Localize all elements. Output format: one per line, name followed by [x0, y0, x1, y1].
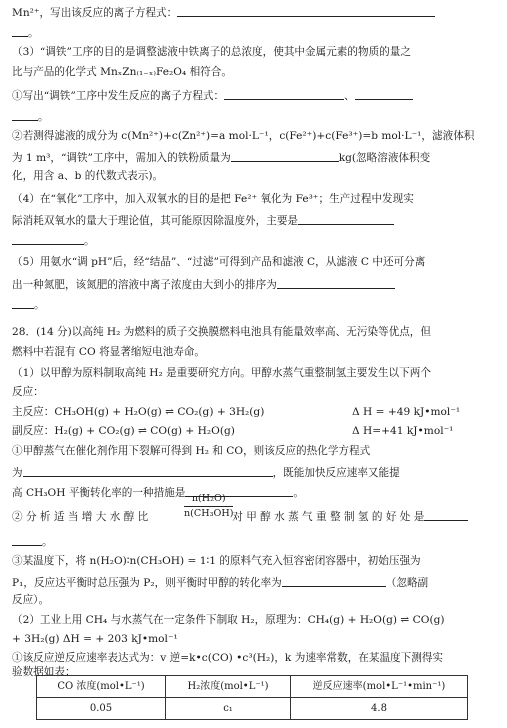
table-cell: 4.8	[291, 698, 468, 720]
q28-text: 28．(14 分)以高纯 H₂ 为燃料的质子交换膜燃料电池具有能量效率高、无污染等优点，但	[12, 326, 431, 338]
q28-line-9	[12, 486, 304, 499]
q28-line-15	[12, 615, 445, 626]
q28-text: 对 甲 醇 水 蒸 气 重 整 制 氢 的 好 处 是	[232, 511, 425, 523]
q27-line-13	[12, 257, 425, 268]
q27-text: 。	[84, 235, 95, 247]
q28-line-11	[12, 535, 53, 548]
q27-line-10	[12, 194, 414, 205]
table-cell: 0.05	[37, 698, 166, 720]
q28-text: 高 CH₃OH 平衡转化率的一种措施是	[12, 487, 186, 499]
q27-line-5	[12, 89, 413, 102]
q28-text: Δ H=+41 kJ•mol⁻¹	[352, 425, 454, 437]
answer-blank	[424, 510, 468, 521]
q28-text: ③某温度下，将 n(H₂O)∶n(CH₃OH) = 1∶1 的原料气充入恒容密闭容器中，初始压强为	[12, 555, 421, 567]
experiment-data-table	[36, 675, 468, 720]
table-row	[37, 698, 468, 720]
q28-text: 主反应：CH₃OH(g) + H₂O(g) ⇌ CO₂(g) + 3H₂(g)	[12, 406, 265, 418]
answer-blank	[23, 466, 273, 477]
q28-line-16	[12, 634, 178, 645]
q28-text: ①该反应逆反应速率表达式为：v 逆=k•c(CO) •c³(H₂)，k 为速率常数，在某温度下测得实	[12, 652, 444, 664]
q27-text: ①写出“调铁”工序中发生反应的离子方程式：	[12, 90, 225, 102]
q28-line-10	[12, 510, 468, 523]
q27-line-12	[12, 234, 95, 247]
main-reaction-equation	[12, 407, 264, 418]
q27-text: （5）用氨水“调 pH”后，经“结晶”、“过滤”可得到产品和滤液 C，从滤液 C 中还可分离	[12, 256, 426, 268]
q28-text: （忽略副	[385, 577, 429, 589]
answer-blank	[231, 151, 339, 162]
q28-line-2	[12, 347, 205, 358]
answer-blank	[12, 110, 38, 121]
q27-line-4	[12, 67, 232, 78]
q27-text: 比与产品的化学式 MnₓZn₍₁₋ₓ₎Fe₂O₄ 相符合。	[12, 66, 232, 78]
q28-text: Δ H = +49 kJ•mol⁻¹	[352, 406, 461, 418]
answer-blank	[224, 89, 344, 100]
q27-text: 。	[34, 299, 45, 311]
answer-blank	[277, 278, 395, 289]
q27-line-11	[12, 214, 394, 227]
table-header-cell: H₂浓度(mol•L⁻¹)	[166, 676, 291, 698]
q27-line-2	[12, 26, 39, 39]
answer-blank	[282, 576, 386, 587]
q28-text: 反应）。	[12, 594, 50, 606]
q27-text: 。	[28, 27, 39, 39]
q27-line-14	[12, 278, 395, 291]
q28-text: ，既能加快反应速率又能提	[272, 467, 400, 479]
fraction-denominator: n(CH₃OH)	[184, 507, 234, 519]
q28-line-3	[12, 368, 431, 379]
q28-text: 副反应：H₂(g) + CO₂(g) ⇌ CO(g) + H₂O(g)	[12, 425, 235, 437]
table-header-cell: CO 浓度(mol•L⁻¹)	[37, 676, 166, 698]
q28-line-8	[12, 466, 400, 479]
q27-line-3	[12, 47, 411, 58]
side-reaction-enthalpy	[352, 426, 453, 437]
q27-text: 化，用含 a、b 的代数式表示)。	[12, 170, 164, 182]
q28-text: + 3H₂(g) ΔH = + 203 kJ•mol⁻¹	[12, 633, 178, 645]
q27-text: 、	[344, 90, 355, 102]
q27-line-8	[12, 151, 430, 164]
q27-line-9	[12, 171, 163, 182]
q28-text: （2）工业上用 CH₄ 与水蒸气在一定条件下制取 H₂，原理为：CH₄(g) + H₂O(g) ⇌ CO(g)	[12, 614, 445, 626]
q27-text: 为 1 m³，“调铁”工序中，需加入的铁粉质量为	[12, 152, 231, 164]
table-header-cell: 逆反应速率(mol•L⁻¹•min⁻¹)	[291, 676, 468, 698]
q28-line-12	[12, 556, 421, 567]
q28-line-1	[12, 327, 431, 338]
q28-text: P₁，反应达平衡时总压强为 P₂，则平衡时甲醇的转化率为	[12, 577, 282, 589]
table-header-row	[37, 676, 468, 698]
water-methanol-ratio-fraction	[184, 494, 233, 518]
answer-blank	[12, 535, 42, 546]
answer-blank	[12, 26, 28, 37]
q27-text: 际消耗双氧水的量大于理论值，其可能原因除温度外，主要是	[12, 215, 299, 227]
q27-text: 出一种氮肥，该氮肥的溶液中离子浓度由大到小的排序为	[12, 279, 277, 291]
answer-blank	[298, 214, 394, 225]
q27-line-15	[12, 298, 45, 311]
q28-text: 验数据如表：	[12, 666, 76, 678]
q27-text: kg(忽略溶液体积变	[338, 152, 431, 164]
answer-blank	[177, 6, 435, 17]
q28-line-13	[12, 576, 428, 589]
q27-text: （3）“调铁”工序的目的是调整滤液中铁离子的总浓度，使其中金属元素的物质的量之	[12, 46, 411, 58]
q27-line-1	[12, 6, 435, 19]
fraction-numerator: n(H₂O)	[184, 494, 233, 507]
answer-blank	[12, 298, 34, 309]
q28-line-14	[12, 595, 49, 606]
q27-line-7	[12, 131, 474, 142]
q28-text: 反应：	[12, 386, 44, 398]
q28-text: （1）以甲醇为原料制取高纯 H₂ 是重要研究方向。甲醇水蒸气重整制氢主要发生以下两个	[12, 367, 431, 379]
q27-text: ②若测得滤液的成分为 c(Mn²⁺)+c(Zn²⁺)=a mol·L⁻¹，c(Fe²⁺)+c(Fe³⁺)=b mol·L⁻¹，滤液体积	[12, 130, 475, 142]
q27-text: （4）在“氧化”工序中，加入双氧水的目的是把 Fe²⁺ 氧化为 Fe³⁺；生产过程中发现实	[12, 193, 414, 205]
q28-line-4	[12, 387, 44, 398]
table-cell: c₁	[166, 698, 291, 720]
q28-text: 。	[293, 487, 304, 499]
main-reaction-enthalpy	[352, 407, 460, 418]
q28-text: 为	[12, 467, 23, 479]
side-reaction-equation	[12, 426, 235, 437]
q28-text: 。	[42, 536, 53, 548]
q28-line-7	[12, 446, 370, 457]
q28-line-17	[12, 653, 443, 664]
q27-line-6	[12, 110, 49, 123]
answer-blank	[355, 89, 413, 100]
q28-text: 燃料中若混有 CO 将显著缩短电池寿命。	[12, 346, 206, 358]
answer-blank	[12, 234, 84, 245]
q28-text: ①甲醇蒸气在催化剂作用下裂解可得到 H₂ 和 CO，则该反应的热化学方程式	[12, 445, 371, 457]
q28-text: ② 分 析 适 当 增 大 水 醇 比	[12, 511, 149, 523]
q27-text: 。	[38, 111, 49, 123]
q27-text: Mn²⁺，写出该反应的离子方程式：	[12, 7, 178, 19]
